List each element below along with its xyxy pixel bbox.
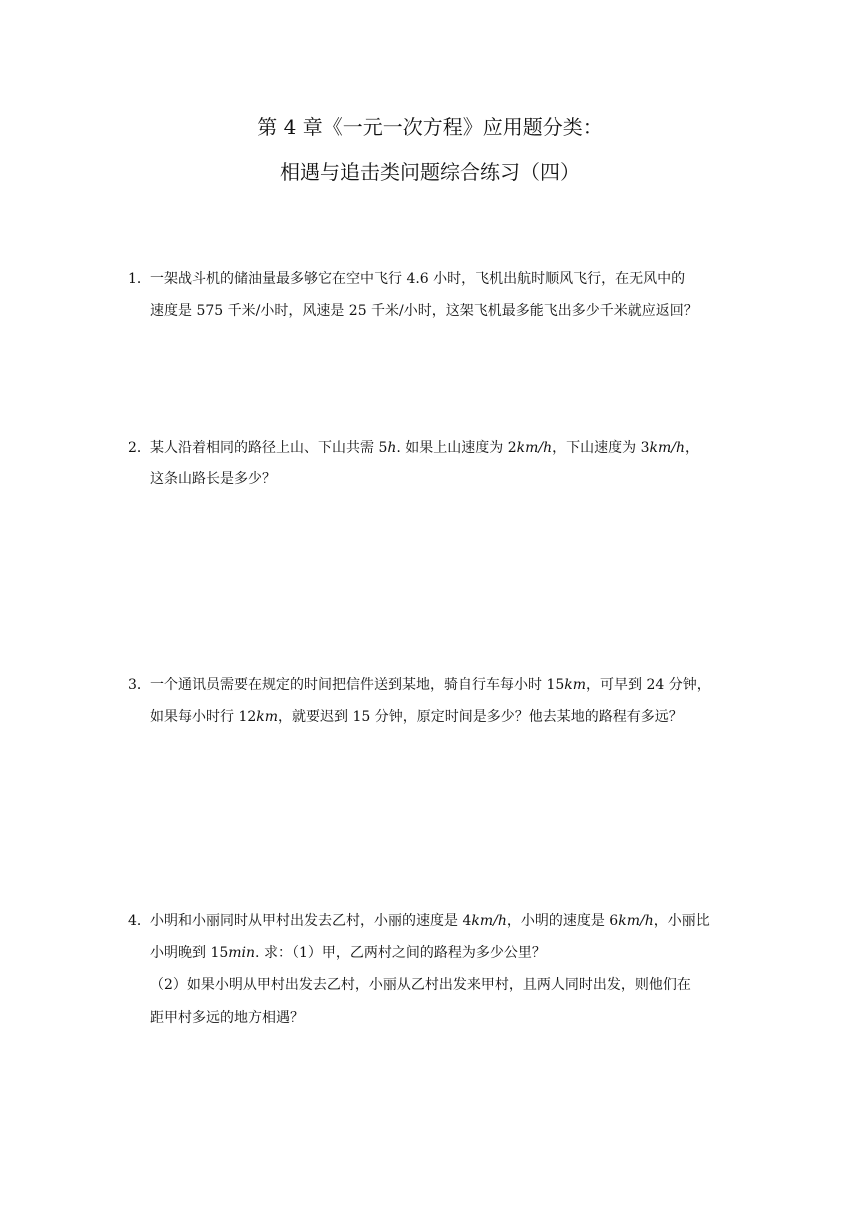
problem-4-text: 小明晚到 15 (150, 945, 229, 961)
problem-2-text: 某人沿着相同的路径上山、下山共需 5 (150, 440, 388, 456)
problem-3-text: ，可早到 24 分钟， (586, 677, 711, 693)
unit-min: min (228, 945, 256, 961)
problem-3-line-1 (128, 675, 711, 695)
problem-1-line-2: 速度是 575 千米/小时，风速是 25 千米/小时，这架飞机最多能飞出多少千米就应返回？ (150, 303, 698, 319)
page-title: 第 4 章《一元一次方程》应用题分类： (257, 115, 603, 139)
problem-2-line-1 (128, 438, 699, 458)
problem-4-line-4: 距甲村多远的地方相遇？ (150, 1010, 304, 1026)
unit-km: km (256, 709, 279, 725)
unit-h: h (387, 440, 397, 456)
problem-1-line-1 (128, 269, 685, 289)
problem-3-number: 3． (128, 677, 151, 693)
page-subtitle: 相遇与追击类问题综合练习（四） (280, 160, 580, 184)
problem-2-text: ，下山速度为 3 (552, 440, 650, 456)
problem-3-text: 如果每小时行 12 (150, 709, 257, 725)
problem-4-text: ，小明的速度是 6 (506, 913, 619, 929)
problem-4-line-1 (128, 911, 710, 931)
problem-3-text: ，就要迟到 15 分钟，原定时间是多少？他去某地的路程有多远？ (278, 709, 683, 725)
problem-4-text: 小明和小丽同时从甲村出发去乙村，小丽的速度是 4 (150, 913, 472, 929)
problem-2-number: 2． (128, 440, 151, 456)
problem-1-text-1: 一架战斗机的储油量最多够它在空中飞行 4.6 小时，飞机出航时顺风飞行，在无风中的 (150, 271, 686, 287)
unit-km: km (564, 677, 587, 693)
problem-1-number: 1． (128, 271, 151, 287)
problem-4-line-3: （2）如果小明从甲村出发去乙村，小丽从乙村出发来甲村，且两人同时出发，则他们在 (150, 977, 691, 993)
problem-2-text: ， (685, 440, 700, 456)
problem-4-text: ，小丽比 (653, 913, 710, 929)
unit-kmh: km/h (471, 913, 507, 929)
problem-3-text: 一个通讯员需要在规定的时间把信件送到某地，骑自行车每小时 15 (150, 677, 565, 693)
problem-4-line-2 (150, 943, 546, 963)
unit-kmh: km/h (649, 440, 686, 456)
problem-2-text: . 如果上山速度为 2 (396, 440, 517, 456)
problem-4-text: . 求：（1）甲，乙两村之间的路程为多少公里？ (255, 945, 546, 961)
unit-kmh: km/h (618, 913, 654, 929)
problem-3-line-2 (150, 707, 683, 727)
problem-4-number: 4． (128, 913, 151, 929)
problem-2-line-2: 这条山路长是多少？ (150, 471, 276, 487)
unit-kmh: km/h (516, 440, 553, 456)
